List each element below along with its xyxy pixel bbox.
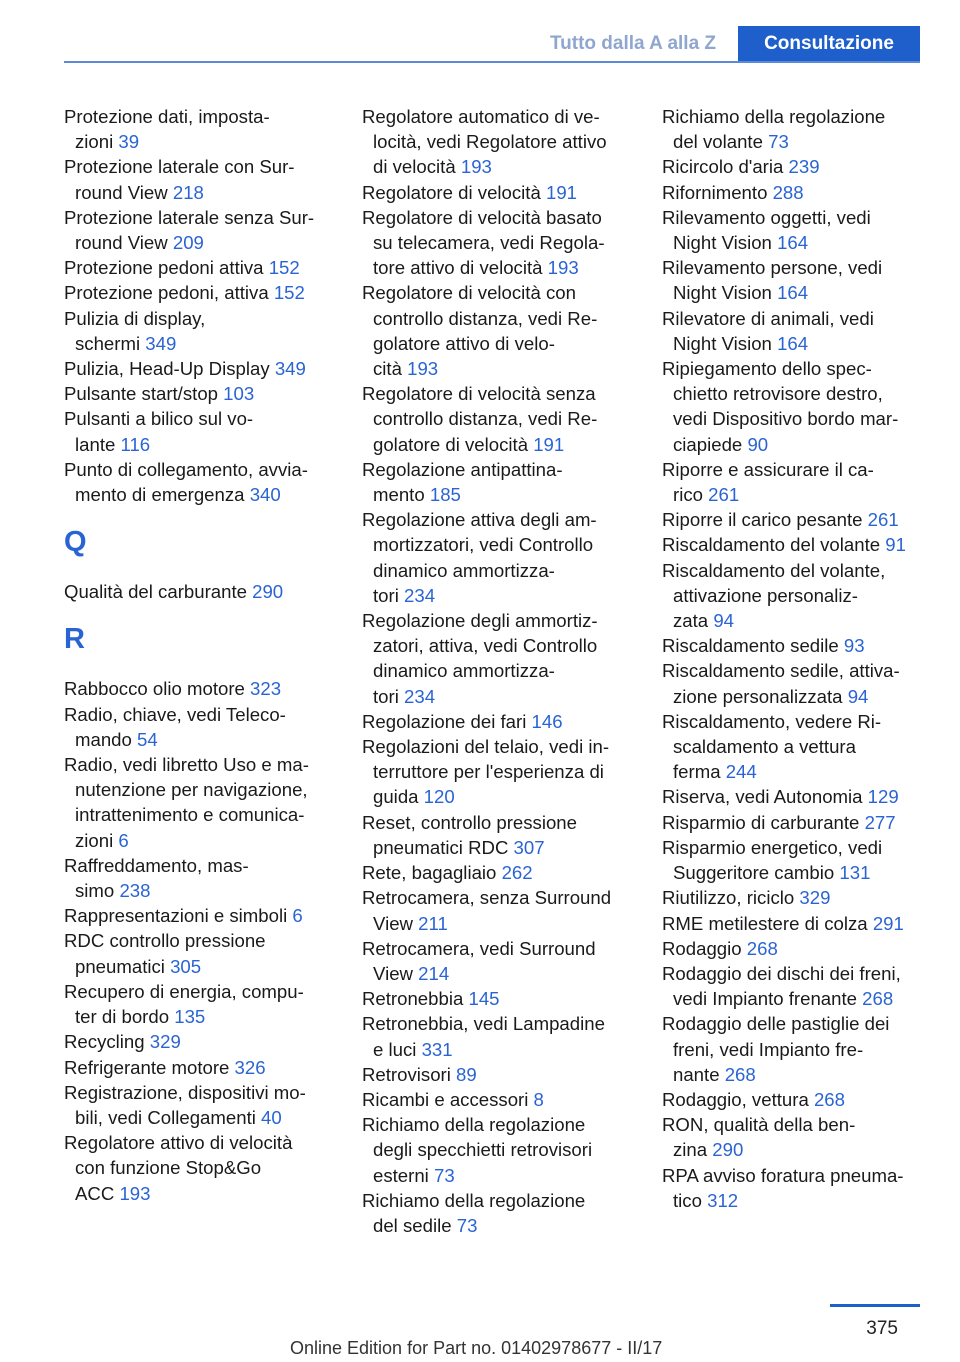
entry-text: RDC controllo pressione bbox=[64, 930, 266, 952]
index-entry bbox=[662, 104, 930, 154]
page-reference-link[interactable]: 323 bbox=[250, 678, 282, 700]
entry-text: Punto di collegamento, avvia- bbox=[64, 458, 308, 480]
page-reference-link[interactable]: 164 bbox=[777, 232, 809, 254]
index-entry bbox=[362, 936, 630, 986]
page-reference-link[interactable]: 305 bbox=[170, 955, 202, 977]
index-entry bbox=[64, 255, 332, 280]
entry-text: locità, vedi Regolatore attivo bbox=[373, 131, 607, 153]
chapter-tab: Consultazione bbox=[738, 26, 920, 62]
entry-text: Pulsante start/stop bbox=[64, 383, 218, 405]
entry-text: Risparmio di carburante bbox=[662, 811, 860, 833]
entry-text: mortizzatori, vedi Controllo bbox=[373, 534, 594, 556]
entry-text: Regolazione antipattina- bbox=[362, 458, 563, 480]
entry-text: ter di bordo bbox=[75, 1006, 170, 1028]
page-reference-link[interactable]: 329 bbox=[799, 887, 831, 909]
entry-text: golatore attivo di velo- bbox=[373, 332, 555, 354]
index-entry bbox=[662, 709, 930, 785]
index-entry bbox=[64, 1055, 332, 1080]
index-entry bbox=[362, 734, 630, 810]
page-reference-link[interactable]: 193 bbox=[460, 156, 492, 178]
entry-text: Regolazione dei fari bbox=[362, 710, 527, 732]
index-entry bbox=[362, 709, 630, 734]
entry-text: Rifornimento bbox=[662, 181, 768, 203]
page-reference-link[interactable]: 135 bbox=[174, 1006, 206, 1028]
page-reference-link[interactable]: 185 bbox=[429, 484, 461, 506]
entry-text: Refrigerante motore bbox=[64, 1056, 230, 1078]
entry-text: Protezione pedoni attiva bbox=[64, 257, 264, 279]
entry-text: Riscaldamento del volante, bbox=[662, 559, 886, 581]
page-reference-link[interactable]: 146 bbox=[531, 710, 563, 732]
index-entry bbox=[662, 356, 930, 457]
page-reference-link[interactable]: 89 bbox=[456, 1063, 477, 1085]
index-entry bbox=[662, 558, 930, 634]
index-entry bbox=[362, 180, 630, 205]
index-entry bbox=[64, 853, 332, 903]
page-reference-link[interactable]: 244 bbox=[725, 761, 757, 783]
entry-text: Raffreddamento, mas- bbox=[64, 854, 249, 876]
entry-text: Riserva, vedi Autonomia bbox=[662, 786, 863, 808]
entry-text: con funzione Stop&Go bbox=[75, 1157, 262, 1179]
page-reference-link[interactable]: 164 bbox=[777, 332, 809, 354]
entry-text: nutenzione per navigazione, bbox=[75, 779, 308, 801]
entry-text: Rodaggio bbox=[662, 937, 742, 959]
entry-text: controllo distanza, vedi Re- bbox=[373, 408, 598, 430]
entry-text: bili, vedi Collegamenti bbox=[75, 1106, 256, 1128]
footer-divider bbox=[830, 1304, 920, 1307]
page-reference-link[interactable]: 129 bbox=[867, 786, 899, 808]
entry-text: Regolatore di velocità senza bbox=[362, 383, 596, 405]
entry-text: Regolazioni del telaio, vedi in- bbox=[362, 736, 610, 758]
index-entry bbox=[662, 936, 930, 961]
entry-text: RON, qualità della ben- bbox=[662, 1114, 856, 1136]
index-entry bbox=[662, 1163, 930, 1213]
entry-text: tori bbox=[373, 584, 399, 606]
page-reference-link[interactable]: 307 bbox=[513, 836, 545, 858]
page-reference-link[interactable]: 73 bbox=[433, 1164, 455, 1186]
index-entry bbox=[362, 860, 630, 885]
entry-text: del sedile bbox=[373, 1214, 452, 1236]
entry-text: vedi Impianto frenante bbox=[673, 988, 857, 1010]
entry-text: Rodaggio dei dischi dei freni, bbox=[662, 962, 901, 984]
page-reference-link[interactable]: 262 bbox=[501, 862, 533, 884]
entry-text: Richiamo della regolazione bbox=[362, 1189, 586, 1211]
entry-text: dinamico ammortizza- bbox=[373, 660, 555, 682]
entry-text: lante bbox=[75, 433, 116, 455]
page-reference-link[interactable]: 261 bbox=[867, 509, 899, 531]
entry-text: Protezione laterale con Sur- bbox=[64, 156, 295, 178]
index-column-1 bbox=[64, 104, 332, 1206]
page-reference-link[interactable]: 193 bbox=[407, 358, 439, 380]
page-reference-link[interactable]: 329 bbox=[149, 1031, 181, 1053]
edition-footer: Online Edition for Part no. 01402978677 - II/17 bbox=[290, 1338, 663, 1358]
entry-text: zioni bbox=[75, 829, 114, 851]
entry-text: Recupero di energia, compu- bbox=[64, 980, 304, 1002]
index-entry bbox=[362, 1087, 630, 1112]
page-reference-link[interactable]: 116 bbox=[120, 433, 151, 455]
section-tab: Tutto dalla A alla Z bbox=[549, 33, 717, 54]
page-reference-link[interactable]: 120 bbox=[423, 786, 455, 808]
page-number: 375 bbox=[866, 1318, 898, 1339]
index-entry bbox=[64, 1130, 332, 1206]
entry-text: zata bbox=[673, 610, 709, 632]
entry-text: Rilevamento oggetti, vedi bbox=[662, 206, 871, 228]
entry-text: Riscaldamento del volante bbox=[662, 534, 881, 556]
index-entry bbox=[64, 979, 332, 1029]
index-entry bbox=[362, 885, 630, 935]
entry-text: Risparmio energetico, vedi bbox=[662, 836, 883, 858]
entry-text: Rodaggio delle pastiglie dei bbox=[662, 1013, 890, 1035]
entry-text: Retronebbia, vedi Lampadine bbox=[362, 1013, 605, 1035]
entry-text: ciapiede bbox=[673, 433, 743, 455]
index-entry bbox=[64, 356, 332, 381]
index-entry bbox=[662, 961, 930, 1011]
index-entry bbox=[362, 1112, 630, 1188]
index-column-2 bbox=[362, 104, 630, 1238]
entry-text: Regolatore di velocità bbox=[362, 181, 541, 203]
page-reference-link[interactable]: 331 bbox=[421, 1038, 453, 1060]
entry-text: Regolazione attiva degli am- bbox=[362, 509, 597, 531]
index-entry bbox=[362, 457, 630, 507]
index-entry bbox=[662, 306, 930, 356]
index-entry bbox=[662, 1112, 930, 1162]
page-reference-link[interactable]: 239 bbox=[788, 156, 820, 178]
entry-text: Protezione dati, imposta- bbox=[64, 106, 270, 127]
index-entry bbox=[64, 702, 332, 752]
page-reference-link[interactable]: 152 bbox=[273, 282, 305, 304]
index-entry bbox=[64, 104, 332, 154]
entry-text: Night Vision bbox=[673, 282, 772, 304]
index-entry bbox=[362, 280, 630, 381]
index-entry bbox=[662, 205, 930, 255]
entry-text: round View bbox=[75, 181, 168, 203]
entry-text: controllo distanza, vedi Re- bbox=[373, 307, 598, 329]
entry-text: chietto retrovisore destro, bbox=[673, 383, 883, 405]
entry-text: zione personalizzata bbox=[673, 685, 843, 707]
entry-text: Night Vision bbox=[673, 232, 772, 254]
entry-text: golatore di velocità bbox=[373, 433, 529, 455]
entry-text: Reset, controllo pressione bbox=[362, 811, 577, 833]
page-reference-link[interactable]: 291 bbox=[872, 912, 904, 934]
entry-text: Retrocamera, vedi Surround bbox=[362, 937, 596, 959]
entry-text: Registrazione, dispositivi mo- bbox=[64, 1081, 306, 1103]
index-entry bbox=[662, 507, 930, 532]
page-reference-link[interactable]: 94 bbox=[713, 610, 735, 632]
index-entry bbox=[662, 633, 930, 658]
entry-text: Riporre il carico pesante bbox=[662, 509, 863, 531]
entry-text: rico bbox=[673, 484, 703, 506]
index-entry bbox=[662, 810, 930, 835]
page-reference-link[interactable]: 94 bbox=[847, 685, 869, 707]
page-reference-link[interactable]: 40 bbox=[261, 1106, 282, 1128]
page-reference-link[interactable]: 6 bbox=[292, 905, 303, 927]
index-entry bbox=[64, 306, 332, 356]
page-reference-link[interactable]: 73 bbox=[456, 1214, 478, 1236]
entry-text: mento di emergenza bbox=[75, 484, 245, 506]
page-reference-link[interactable]: 312 bbox=[707, 1189, 739, 1211]
entry-text: schermi bbox=[75, 332, 141, 354]
entry-text: Regolatore di velocità con bbox=[362, 282, 576, 304]
entry-text: Rilevatore di animali, vedi bbox=[662, 307, 874, 329]
entry-text: tori bbox=[373, 685, 399, 707]
entry-text: Regolatore attivo di velocità bbox=[64, 1132, 293, 1154]
page-reference-link[interactable]: 6 bbox=[118, 829, 129, 851]
entry-text: cità bbox=[373, 358, 402, 380]
entry-text: guida bbox=[373, 786, 419, 808]
page-header bbox=[0, 0, 960, 62]
index-entry bbox=[662, 154, 930, 179]
index-entry bbox=[64, 381, 332, 406]
entry-text: View bbox=[373, 962, 413, 984]
page-reference-link[interactable]: 39 bbox=[118, 131, 140, 153]
index-entry bbox=[362, 507, 630, 608]
page-reference-link[interactable]: 234 bbox=[404, 685, 436, 707]
entry-text: Regolatore automatico di ve- bbox=[362, 106, 600, 127]
index-entry bbox=[64, 406, 332, 456]
entry-text: Regolazione degli ammortiz- bbox=[362, 610, 598, 632]
page-reference-link[interactable]: 191 bbox=[545, 181, 578, 203]
index-entry bbox=[64, 752, 332, 853]
index-entry bbox=[662, 835, 930, 885]
entry-text: vedi Dispositivo bordo mar- bbox=[673, 408, 899, 430]
page-reference-link[interactable]: 193 bbox=[119, 1182, 151, 1204]
entry-text: del volante bbox=[673, 131, 763, 153]
entry-text: RPA avviso foratura pneuma- bbox=[662, 1164, 904, 1186]
page-reference-link[interactable]: 193 bbox=[547, 257, 579, 279]
index-column-3 bbox=[662, 104, 930, 1213]
page-reference-link[interactable]: 164 bbox=[777, 282, 809, 304]
entry-text: ACC bbox=[75, 1182, 115, 1204]
index-entry bbox=[662, 255, 930, 305]
page-reference-link[interactable]: 238 bbox=[119, 880, 151, 902]
entry-text: tico bbox=[673, 1189, 702, 1211]
page-reference-link[interactable]: 90 bbox=[747, 433, 769, 455]
entry-text: Rete, bagagliaio bbox=[362, 862, 497, 884]
entry-text: Richiamo della regolazione bbox=[662, 106, 886, 127]
page-reference-link[interactable]: 268 bbox=[746, 937, 778, 959]
entry-text: freni, vedi Impianto fre- bbox=[673, 1038, 864, 1060]
entry-text: Protezione laterale senza Sur- bbox=[64, 206, 315, 228]
entry-text: su telecamera, vedi Regola- bbox=[373, 232, 605, 254]
page-reference-link[interactable]: 103 bbox=[223, 383, 255, 405]
entry-text: attivazione personaliz- bbox=[673, 584, 859, 606]
index-entry bbox=[362, 205, 630, 281]
index-entry bbox=[362, 1011, 630, 1061]
page-reference-link[interactable]: 268 bbox=[813, 1088, 845, 1110]
entry-text: Riscaldamento sedile bbox=[662, 635, 839, 657]
entry-text: simo bbox=[75, 880, 115, 902]
entry-text: Radio, vedi libretto Uso e ma- bbox=[64, 754, 309, 776]
page-reference-link[interactable]: 288 bbox=[772, 181, 804, 203]
page-reference-link[interactable]: 214 bbox=[418, 962, 450, 984]
entry-text: di velocità bbox=[373, 156, 456, 178]
index-entry bbox=[362, 608, 630, 709]
page-reference-link[interactable]: 340 bbox=[249, 484, 281, 506]
page-reference-link[interactable]: 218 bbox=[172, 181, 204, 203]
index-entry bbox=[362, 986, 630, 1011]
entry-text: tore attivo di velocità bbox=[373, 257, 543, 279]
entry-text: Protezione pedoni, attiva bbox=[64, 282, 269, 304]
index-entry bbox=[662, 784, 930, 809]
entry-text: dinamico ammortizza- bbox=[373, 559, 555, 581]
entry-text: View bbox=[373, 912, 413, 934]
index-entry bbox=[362, 810, 630, 860]
entry-text: intrattenimento e comunica- bbox=[75, 804, 305, 826]
page-reference-link[interactable]: 290 bbox=[252, 581, 284, 603]
entry-text: Richiamo della regolazione bbox=[362, 1114, 586, 1136]
index-entry bbox=[64, 205, 332, 255]
entry-text: mando bbox=[75, 728, 132, 750]
entry-text: nante bbox=[673, 1063, 720, 1085]
entry-text: Retrocamera, senza Surround bbox=[362, 887, 612, 909]
entry-text: Regolatore di velocità basato bbox=[362, 206, 602, 228]
entry-text: terruttore per l'esperienza di bbox=[373, 761, 604, 783]
entry-text: pneumatici bbox=[75, 955, 165, 977]
entry-text: zatori, attiva, vedi Controllo bbox=[373, 635, 598, 657]
entry-text: Pulsanti a bilico sul vo- bbox=[64, 408, 254, 430]
page-reference-link[interactable]: 54 bbox=[137, 728, 158, 750]
index-letter-heading: R bbox=[64, 623, 85, 656]
entry-text: Riscaldamento, vedere Ri- bbox=[662, 710, 882, 732]
index-entry bbox=[662, 658, 930, 708]
page-reference-link[interactable]: 209 bbox=[172, 232, 204, 254]
entry-text: Recycling bbox=[64, 1031, 145, 1053]
index-entry bbox=[662, 885, 930, 910]
page-reference-link[interactable]: 211 bbox=[418, 912, 448, 934]
index-entry bbox=[362, 1062, 630, 1087]
page-reference-link[interactable]: 234 bbox=[404, 584, 436, 606]
index-entry bbox=[662, 1087, 930, 1112]
index-entry bbox=[64, 280, 332, 305]
entry-text: RME metilestere di colza bbox=[662, 912, 868, 934]
page-reference-link[interactable]: 8 bbox=[533, 1088, 544, 1110]
page-reference-link[interactable]: 73 bbox=[768, 131, 789, 153]
entry-text: Riutilizzo, riciclo bbox=[662, 887, 795, 909]
index-entry bbox=[662, 911, 930, 936]
page-reference-link[interactable]: 290 bbox=[712, 1139, 744, 1161]
entry-text: Ricircolo d'aria bbox=[662, 156, 784, 178]
index-entry bbox=[662, 180, 930, 205]
index-letter-heading: Q bbox=[64, 526, 87, 559]
entry-text: Rilevamento persone, vedi bbox=[662, 257, 883, 279]
entry-text: round View bbox=[75, 232, 168, 254]
entry-text: Rappresentazioni e simboli bbox=[64, 905, 288, 927]
entry-text: Radio, chiave, vedi Teleco- bbox=[64, 703, 286, 725]
index-entry bbox=[64, 928, 332, 978]
page-reference-link[interactable]: 152 bbox=[268, 257, 300, 279]
page-reference-link[interactable]: 91 bbox=[885, 534, 906, 556]
entry-text: Riscaldamento sedile, attiva- bbox=[662, 660, 900, 682]
page-reference-link[interactable]: 261 bbox=[708, 484, 740, 506]
page-reference-link[interactable]: 131 bbox=[839, 862, 871, 884]
entry-text: Rabbocco olio motore bbox=[64, 678, 245, 700]
entry-text: e luci bbox=[373, 1038, 417, 1060]
entry-text: Pulizia di display, bbox=[64, 307, 206, 329]
page-reference-link[interactable]: 191 bbox=[533, 433, 565, 455]
page-reference-link[interactable]: 349 bbox=[145, 332, 177, 354]
page-reference-link[interactable]: 93 bbox=[843, 635, 865, 657]
entry-text: Rodaggio, vettura bbox=[662, 1088, 809, 1110]
entry-text: Riporre e assicurare il ca- bbox=[662, 458, 874, 480]
entry-text: Retronebbia bbox=[362, 988, 464, 1010]
index-entry bbox=[64, 457, 332, 507]
index-entry bbox=[64, 676, 332, 701]
entry-text: ferma bbox=[673, 761, 721, 783]
index-entry bbox=[662, 457, 930, 507]
entry-text: Retrovisori bbox=[362, 1063, 451, 1085]
page-reference-link[interactable]: 145 bbox=[468, 988, 500, 1010]
index-entry bbox=[64, 579, 332, 604]
page-reference-link[interactable]: 268 bbox=[862, 988, 894, 1010]
entry-text: zina bbox=[673, 1139, 708, 1161]
entry-text: mento bbox=[373, 484, 425, 506]
entry-text: scaldamento a vettura bbox=[673, 736, 856, 758]
entry-text: pneumatici RDC bbox=[373, 836, 509, 858]
entry-text: Qualità del carburante bbox=[64, 581, 247, 603]
index-entry bbox=[662, 1011, 930, 1087]
index-entry bbox=[64, 154, 332, 204]
entry-text: Ricambi e accessori bbox=[362, 1088, 529, 1110]
page-reference-link[interactable]: 349 bbox=[274, 358, 306, 380]
entry-text: Pulizia, Head-Up Display bbox=[64, 358, 270, 380]
index-entry bbox=[362, 381, 630, 457]
page-reference-link[interactable]: 277 bbox=[864, 811, 896, 833]
index-entry bbox=[362, 1188, 630, 1238]
page-reference-link[interactable]: 326 bbox=[234, 1056, 266, 1078]
entry-text: degli specchietti retrovisori bbox=[373, 1139, 593, 1161]
entry-text: Suggeritore cambio bbox=[673, 862, 835, 884]
entry-text: esterni bbox=[373, 1164, 429, 1186]
index-entry bbox=[64, 1080, 332, 1130]
index-entry bbox=[662, 532, 930, 557]
entry-text: Ripiegamento dello spec- bbox=[662, 358, 872, 380]
index-entry bbox=[362, 104, 630, 180]
entry-text: Night Vision bbox=[673, 332, 772, 354]
entry-text: zioni bbox=[75, 131, 114, 153]
index-entry bbox=[64, 1029, 332, 1054]
page-reference-link[interactable]: 268 bbox=[724, 1063, 756, 1085]
header-divider bbox=[64, 61, 920, 63]
index-entry bbox=[64, 903, 332, 928]
